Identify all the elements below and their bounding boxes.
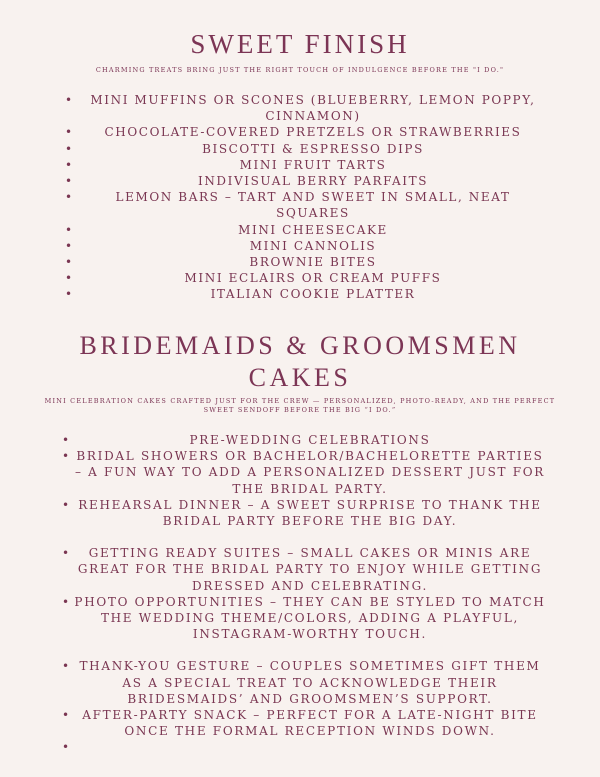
bullet-icon: •	[65, 271, 74, 286]
bullet-icon: •	[65, 125, 74, 140]
list-item	[62, 739, 550, 755]
list-item: • MINI CANNOLIS	[65, 238, 377, 253]
list-item: • MINI FRUIT TARTS	[65, 157, 387, 172]
list-item: • MINI ECLAIRS OR CREAM PUFFS	[65, 271, 442, 286]
bridesmaids-cakes-subtitle: MINI CELEBRATION CAKES CRAFTED JUST FOR THE CREW — PERSONALIZED, PHOTO-READY, AND THE PERFECT SWEET SENDOFF BEFORE THE BIG “I DO.”	[44, 397, 556, 414]
bullet-icon: •	[65, 238, 74, 253]
bullet-icon: •	[65, 287, 74, 302]
bullet-icon: •	[62, 659, 71, 674]
list-item: • THANK-YOU GESTURE – COUPLES SOMETIMES GIFT THEM AS A SPECIAL TREAT TO ACKNOWLEDGE THEIR BRIDESMAIDS’ AND GROOMSMEN’S SUPPORT.	[62, 659, 541, 706]
list-item: • BROWNIE BITES	[65, 255, 377, 270]
bullet-icon: •	[65, 174, 74, 189]
list-item: • ITALIAN COOKIE PLATTER	[65, 287, 416, 302]
list-item: • REHEARSAL DINNER – A SWEET SURPRISE TO THANK THE BRIDAL PARTY BEFORE THE BIG DAY.	[62, 497, 542, 529]
list-item: • MINI CHEESECAKE	[65, 222, 388, 237]
bullet-icon: •	[62, 594, 71, 609]
bullet-icon: •	[65, 255, 74, 270]
bullet-icon: •	[62, 433, 71, 447]
list-item: • AFTER-PARTY SNACK – PERFECT FOR A LATE-NIGHT BITE ONCE THE FORMAL RECEPTION WINDS DOWN.	[62, 708, 538, 739]
list-item: • CHOCOLATE-COVERED PRETZELS OR STRAWBERRIES	[65, 125, 522, 140]
bullet-icon: •	[62, 546, 71, 561]
bullet-icon: •	[65, 93, 74, 107]
list-item: • PHOTO OPPORTUNITIES – THEY CAN BE STYLED TO MATCH THE WEDDING THEME/COLORS, ADDING A PLAYFUL, INSTAGRAM-WORTHY TOUCH.	[62, 594, 546, 642]
list-item: • INDIVISUAL BERRY PARFAITS	[65, 174, 429, 189]
bullet-icon: •	[65, 157, 74, 172]
bridesmaids-cakes-list	[62, 432, 550, 755]
bullet-icon: •	[65, 222, 74, 237]
list-item: • BISCOTTI & ESPRESSO DIPS	[65, 141, 424, 156]
bullet-icon: •	[65, 190, 74, 205]
bullet-icon: •	[62, 708, 71, 723]
sweet-finish-title: SWEET FINISH	[190, 29, 410, 59]
sweet-finish-list	[65, 92, 548, 303]
list-item: • BRIDAL SHOWERS OR BACHELOR/BACHELORETTE PARTIES – A FUN WAY TO ADD A PERSONALIZED DESSERT JUST FOR THE BRIDAL PARTY.	[62, 449, 546, 496]
bullet-icon: •	[62, 497, 71, 512]
bridesmaids-cakes-title: BRIDEMAIDS & GROOMSMEN CAKES	[79, 331, 521, 392]
list-item: • GETTING READY SUITES – SMALL CAKES OR MINIS ARE GREAT FOR THE BRIDAL PARTY TO ENJOY WHILE GETTING DRESSED AND CELEBRATING.	[62, 546, 543, 593]
sweet-finish-subtitle: CHARMING TREATS BRING JUST THE RIGHT TOUCH OF INDULGENCE BEFORE THE "I DO."	[95, 66, 505, 74]
bullet-icon: •	[62, 449, 71, 464]
list-item: • LEMON BARS – TART AND SWEET IN SMALL, NEAT SQUARES	[65, 190, 511, 221]
list-item: • PRE-WEDDING CELEBRATIONS	[62, 433, 431, 447]
bullet-icon: •	[65, 141, 74, 156]
bullet-icon: •	[62, 740, 71, 755]
list-spacer	[70, 529, 550, 545]
list-spacer	[70, 642, 550, 658]
list-item: • MINI MUFFINS OR SCONES (BLUEBERRY, LEMON POPPY, CINNAMON)	[65, 93, 536, 124]
